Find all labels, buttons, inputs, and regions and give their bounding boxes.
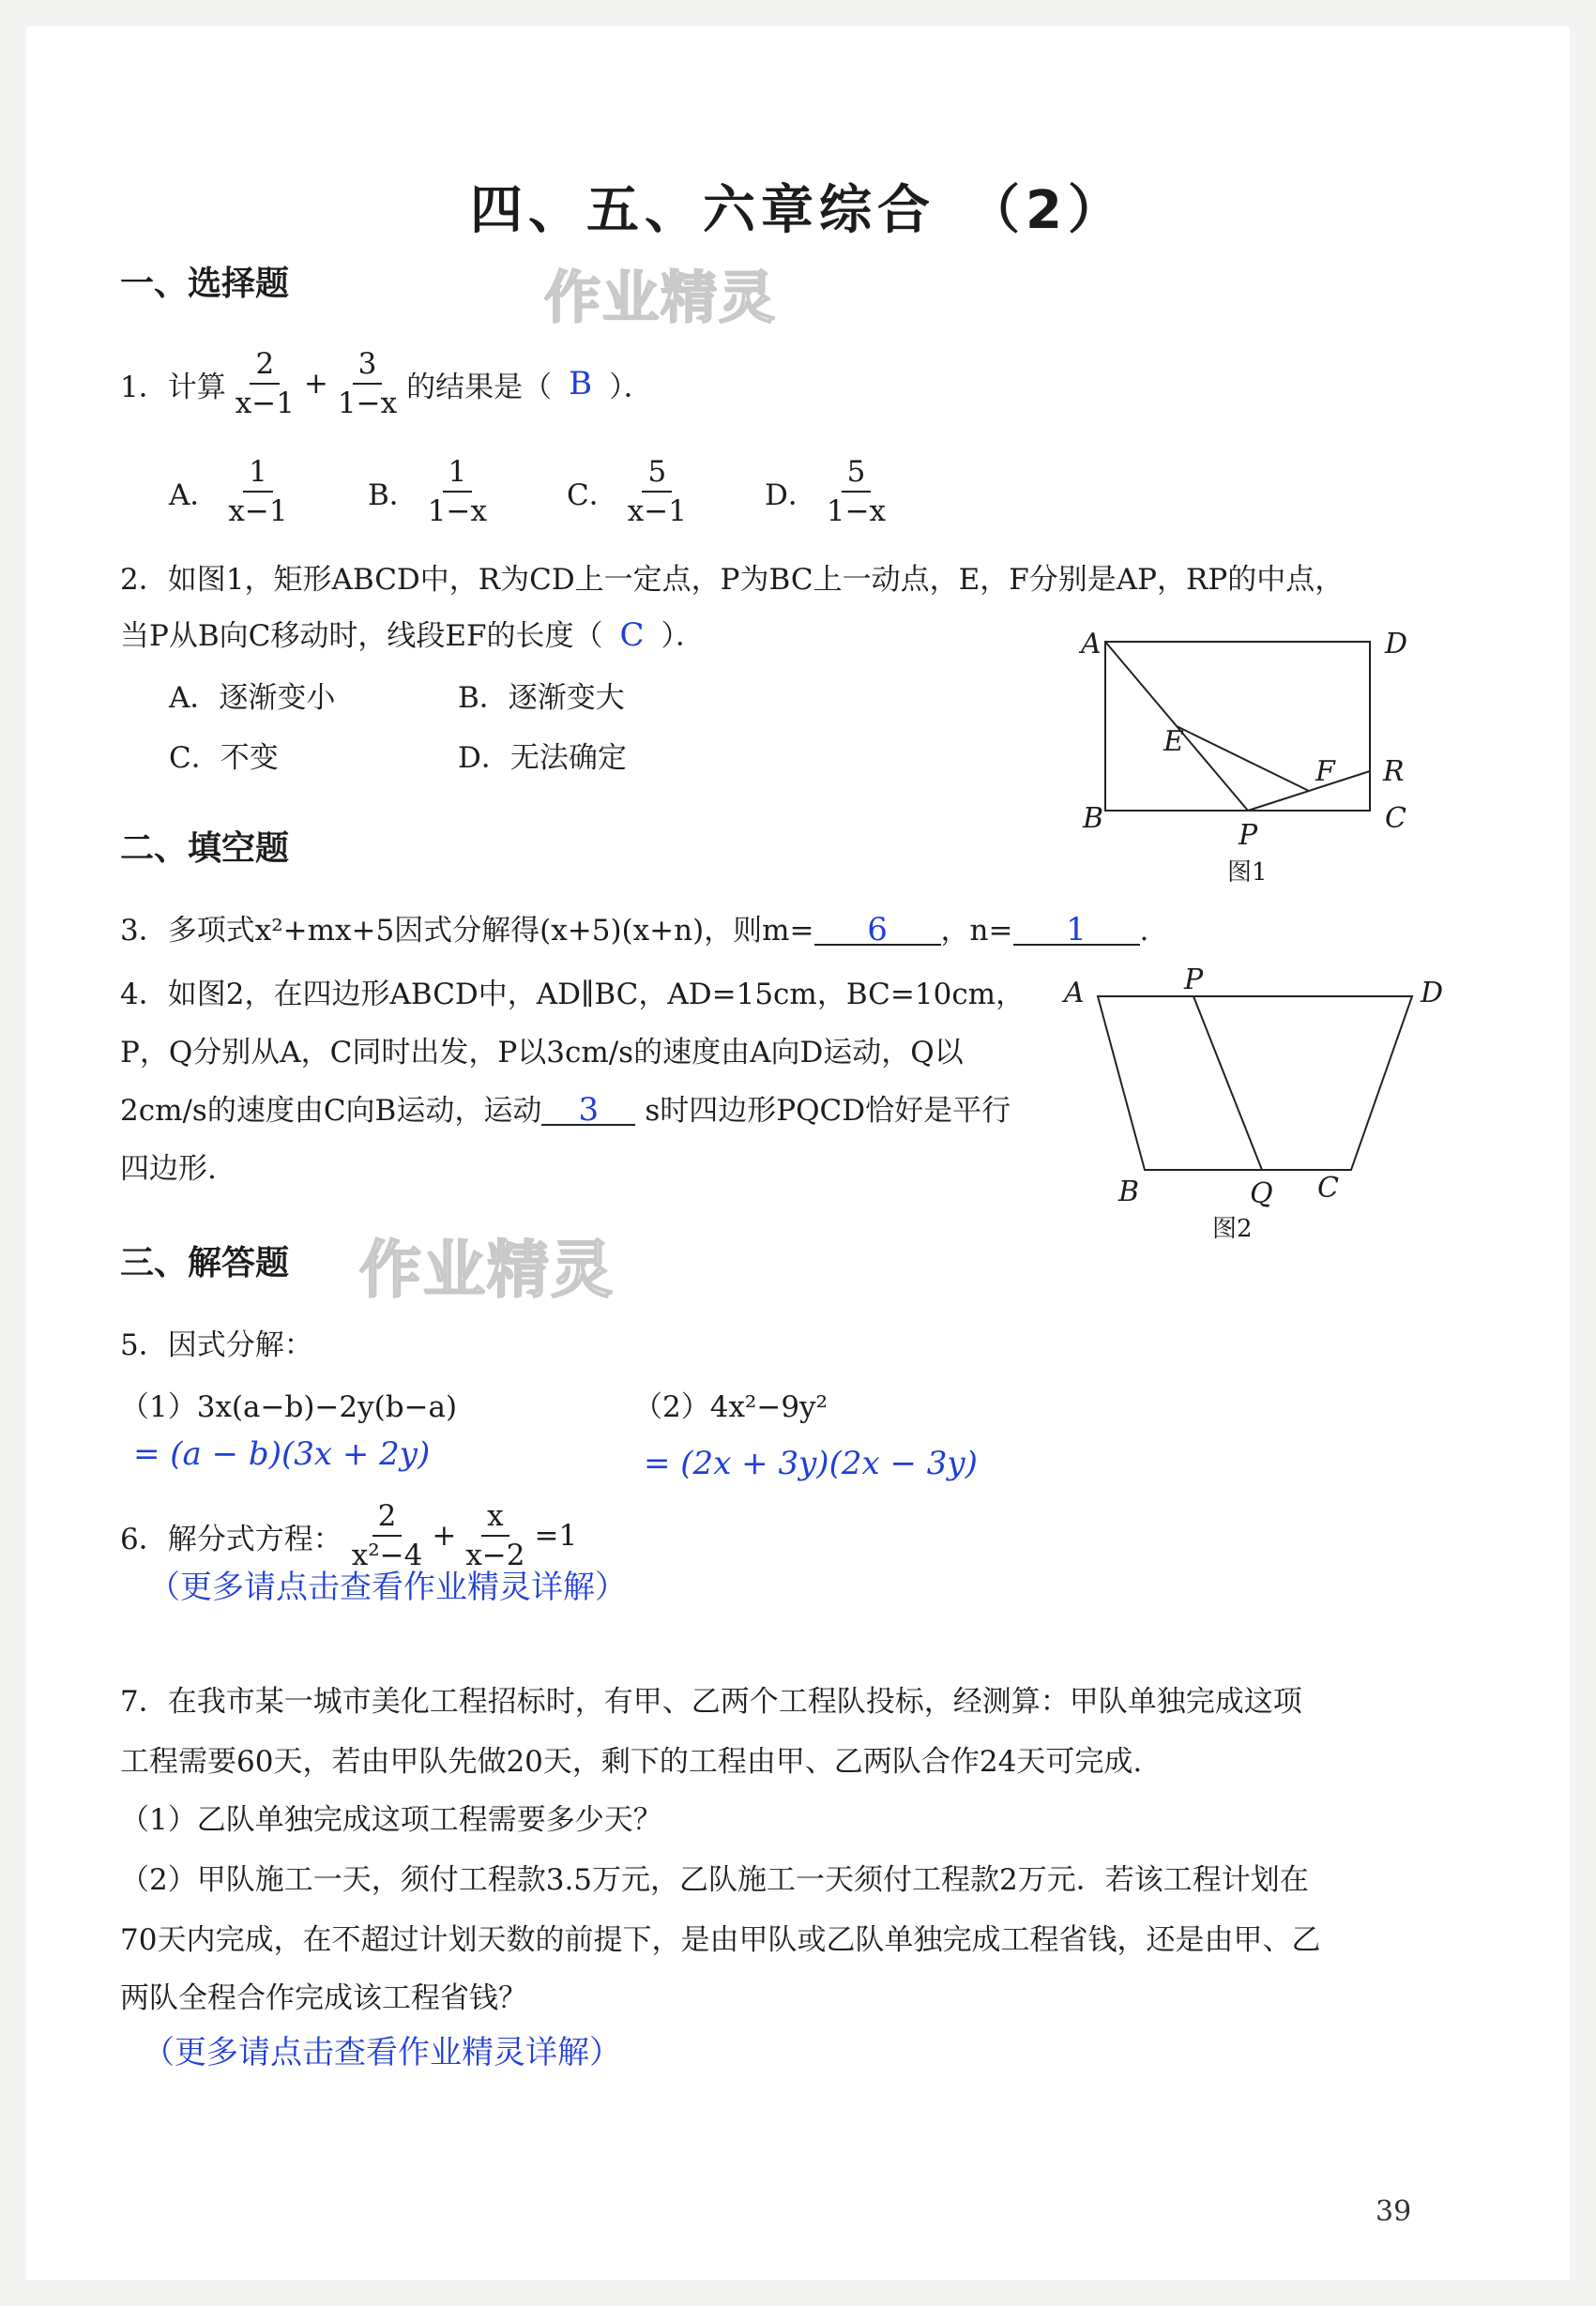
q7-line-4: （2）甲队施工一天，须付工程款3.5万元，乙队施工一天须付工程款2万元．若该工程计划在	[120, 1863, 1309, 1897]
q6-f2-num: x	[481, 1499, 509, 1537]
q1-option-b-num: 1	[443, 455, 473, 493]
q5-part-1: （1）3x(a−b)−2y(b−a)	[120, 1390, 458, 1424]
fig2-label-b: B	[1118, 1176, 1140, 1208]
q1-option-c-fraction	[622, 455, 692, 528]
q2-line-1: 2．如图1，矩形ABCD中，R为CD上一定点，P为BC上一动点，E，F分别是AP，RP的中点，	[120, 563, 1345, 597]
q1-option-c-num: 5	[642, 455, 672, 493]
q1-option-a-label: A．	[169, 478, 220, 512]
fig1-label-e: E	[1163, 725, 1184, 758]
figure-2	[1051, 957, 1464, 1257]
q1-option-c	[567, 455, 696, 528]
q7-line-1: 7．在我市某一城市美化工程招标时，有甲、乙两个工程队投标，经测算：甲队单独完成这项	[120, 1685, 1302, 1719]
q2-line-2-b: ）．	[661, 619, 706, 653]
q1-f1-den: x−1	[235, 387, 295, 420]
q5-part-2: （2）4x²−9y²	[633, 1390, 828, 1424]
q1-option-d-num: 5	[842, 455, 872, 493]
fig1-segment-ef	[1177, 726, 1309, 791]
section-solve-heading: 三、解答题	[120, 1244, 290, 1282]
q3-blank-n: 1	[1013, 916, 1140, 946]
fig1-label-f: F	[1315, 755, 1335, 788]
q4-line-2: P，Q分别从A，C同时出发，P以3cm/s的速度由A向D运动，Q以	[120, 1036, 964, 1070]
question-3	[120, 906, 1148, 948]
q1-option-b-fraction	[422, 455, 493, 528]
q1-option-c-label: C．	[567, 478, 618, 512]
question-1	[120, 347, 653, 420]
q5-answer-2: = (2x + 3y)(2x − 3y)	[644, 1445, 978, 1482]
q6-equals: =1	[534, 1519, 578, 1553]
q6-prefix: 6．解分式方程：	[120, 1522, 342, 1556]
q1-post-a: 的结果是（	[406, 370, 553, 404]
q1-option-c-den: x−1	[627, 494, 687, 528]
q1-option-d-fraction	[821, 455, 891, 528]
q2-line-2-a: 当P从B向C移动时，线段EF的长度（	[120, 619, 603, 653]
q1-plus: +	[303, 367, 328, 401]
q4-line-3	[120, 1086, 1011, 1129]
q4-line-3-b: s时四边形PQCD恰好是平行	[645, 1094, 1011, 1128]
q2-option-d: D．无法确定	[458, 741, 627, 775]
q7-line-5: 70天内完成，在不超过计划天数的前提下，是由甲队或乙队单独完成工程省钱，还是由甲、乙	[120, 1923, 1321, 1957]
q1-prefix: 1．计算	[120, 370, 226, 404]
q6-f1-num: 2	[372, 1499, 403, 1537]
fig1-caption: 图1	[1227, 858, 1268, 887]
fig1-label-r: R	[1383, 755, 1405, 788]
q6-plus: +	[432, 1519, 457, 1553]
watermark-top: 作业精灵	[544, 265, 777, 331]
fig1-label-p: P	[1239, 819, 1258, 852]
q5-answer-1: = (a − b)(3x + 2y)	[133, 1435, 431, 1473]
q1-option-d-label: D．	[765, 478, 817, 512]
fig2-label-p: P	[1184, 963, 1204, 996]
q7-line-3: （1）乙队单独完成这项工程需要多少天？	[120, 1803, 662, 1837]
q7-more-link[interactable]: （更多请点击查看作业精灵详解）	[143, 2034, 621, 2071]
fig1-label-c: C	[1385, 802, 1406, 835]
q1-fraction-1	[230, 347, 300, 420]
q3-text-b: ，n=	[940, 914, 1013, 948]
q2-option-b: B．逐渐变大	[458, 681, 625, 715]
q1-fraction-2	[332, 347, 403, 420]
q1-option-a-fraction	[222, 455, 293, 528]
q1-option-d-den: 1−x	[826, 494, 887, 528]
page-number: 39	[1376, 2195, 1412, 2228]
section-fill-heading: 二、填空题	[120, 829, 290, 868]
q5-title: 5．因式分解：	[120, 1328, 313, 1362]
q1-option-b-label: B．	[368, 478, 418, 512]
q2-option-c: C．不变	[169, 741, 279, 775]
q1-f2-den: 1−x	[337, 387, 398, 420]
fig2-caption: 图2	[1212, 1215, 1253, 1243]
q6-more-link[interactable]: （更多请点击查看作业精灵详解）	[148, 1569, 627, 1606]
q3-text-c: .	[1139, 914, 1149, 948]
q1-f1-num: 2	[250, 347, 280, 385]
q2-line-2	[120, 612, 705, 654]
fig2-segment-pq	[1193, 996, 1262, 1170]
q2-option-a: A．逐渐变小	[169, 681, 336, 715]
fig1-label-a: A	[1081, 628, 1102, 660]
fig2-label-a: A	[1064, 977, 1085, 1009]
q1-option-a	[169, 455, 297, 528]
page-title: 四、五、六章综合 （2）	[470, 180, 1126, 241]
q3-text-a: 3．多项式x²+mx+5因式分解得(x+5)(x+n)，则m=	[120, 914, 814, 948]
fig2-label-q: Q	[1250, 1177, 1273, 1210]
section-choice-heading: 一、选择题	[120, 265, 290, 303]
q1-option-b	[368, 455, 496, 528]
q7-line-2: 工程需要60天，若由甲队先做20天，剩下的工程由甲、乙两队合作24天可完成.	[120, 1745, 1143, 1779]
fig1-label-b: B	[1083, 802, 1104, 835]
q7-line-6: 两队全程合作完成该工程省钱？	[120, 1981, 527, 2015]
q1-post-b: ）．	[609, 370, 653, 404]
figure-1	[1070, 619, 1445, 901]
q2-answer: C	[619, 616, 645, 654]
watermark-middle: 作业精灵	[359, 1234, 615, 1306]
q4-line-4: 四边形.	[120, 1152, 217, 1186]
q1-option-a-den: x−1	[228, 494, 288, 528]
q4-line-1: 4．如图2，在四边形ABCD中，AD∥BC，AD=15cm，BC=10cm，	[120, 978, 1026, 1011]
fig2-label-d: D	[1421, 977, 1444, 1009]
q6-f1-den: x²−4	[351, 1539, 423, 1572]
q4-line-3-a: 2cm/s的速度由C向B运动，运动	[120, 1094, 542, 1128]
q3-blank-m: 6	[814, 916, 941, 946]
q1-f2-num: 3	[353, 347, 383, 385]
fig2-trapezoid	[1098, 996, 1412, 1170]
fig1-label-d: D	[1385, 628, 1408, 660]
fig2-label-c: C	[1317, 1172, 1339, 1205]
q4-blank: 3	[541, 1096, 635, 1126]
q6-f2-den: x−2	[465, 1539, 525, 1572]
q1-option-a-num: 1	[243, 455, 273, 493]
q1-answer: B	[569, 365, 593, 402]
q1-option-b-den: 1−x	[427, 494, 487, 528]
q1-option-d	[765, 455, 895, 528]
